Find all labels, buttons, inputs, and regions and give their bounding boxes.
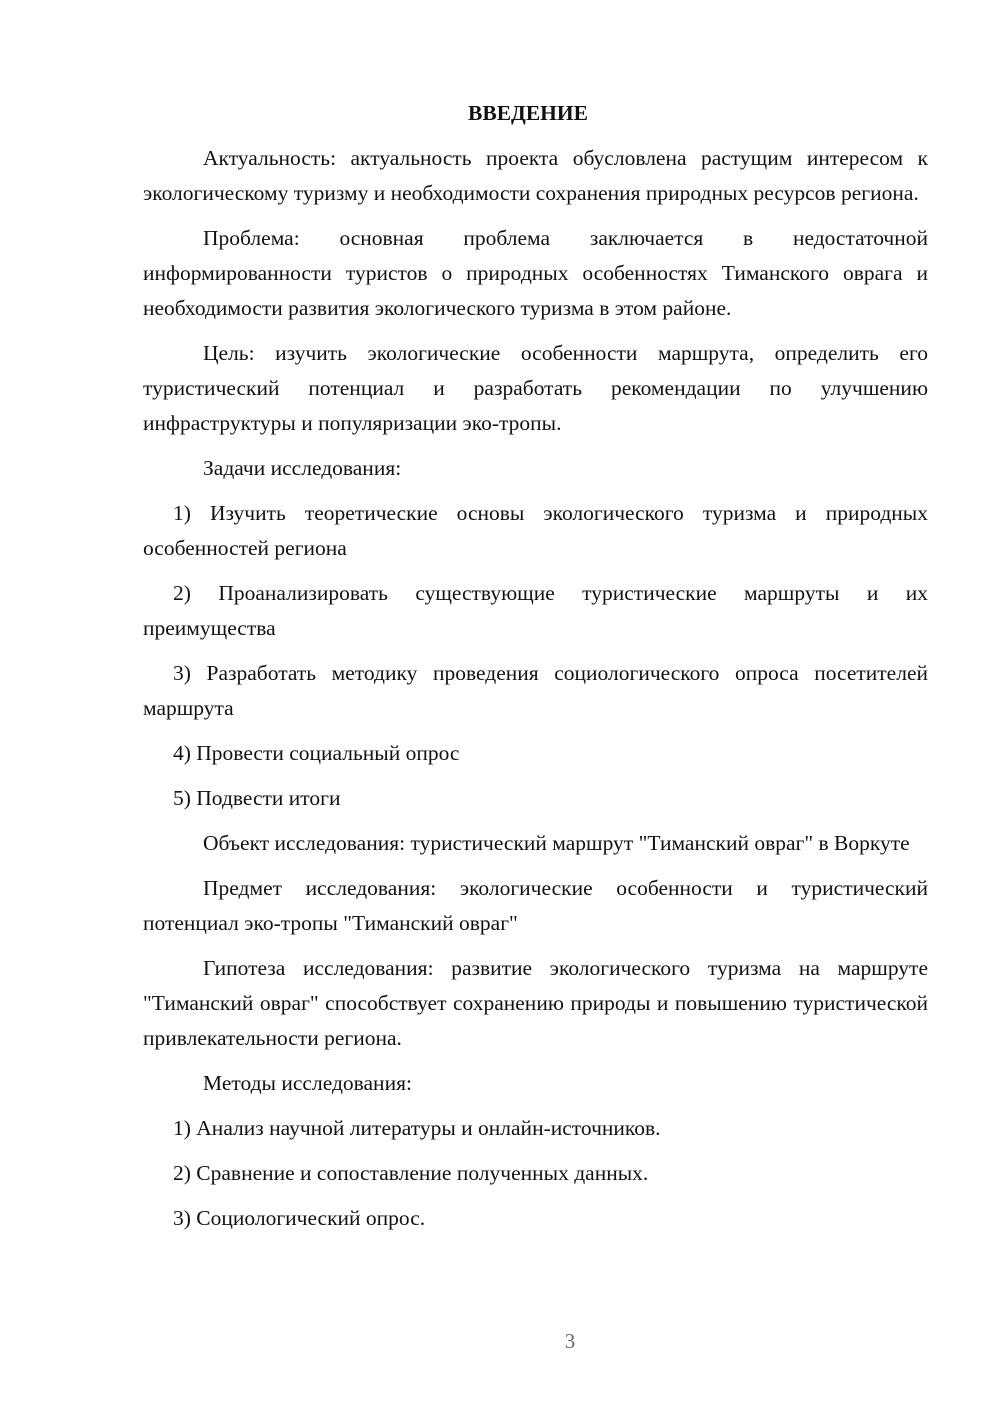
section-title: ВВЕДЕНИЕ <box>468 101 588 125</box>
task-item-1: 1) Изучить теоретические основы экологического туризма и природных особенностей региона <box>143 501 928 560</box>
page-number: 3 <box>564 1329 576 1353</box>
method-item-3: 3) Социологический опрос. <box>173 1206 426 1230</box>
goal-paragraph: Цель: изучить экологические особенности маршрута, определить его туристический потенциал и разработать рекомендации по улучшению инфраструктуры и популяризации эко-тропы. <box>143 341 928 435</box>
method-item-1: 1) Анализ научной литературы и онлайн-источников. <box>173 1116 661 1140</box>
methods-heading: Методы исследования: <box>203 1071 412 1095</box>
method-item-2: 2) Сравнение и сопоставление полученных данных. <box>173 1161 649 1185</box>
subject-paragraph: Предмет исследования: экологические особенности и туристический потенциал эко-тропы "Тиманский овраг" <box>143 876 928 935</box>
task-item-5: 5) Подвести итоги <box>173 786 341 810</box>
task-item-2: 2) Проанализировать существующие туристические маршруты и их преимущества <box>143 581 928 640</box>
object-paragraph: Объект исследования: туристический маршрут "Тиманский овраг" в Воркуте <box>203 831 910 855</box>
page-content <box>143 96 928 1246</box>
hypothesis-paragraph: Гипотеза исследования: развитие экологического туризма на маршруте "Тиманский овраг" способствует сохранению природы и повышению туристической привлекательности региона. <box>143 956 928 1050</box>
problem-paragraph: Проблема: основная проблема заключается в недостаточной информированности туристов о природных особенностях Тиманского оврага и необходимости развития экологического туризма в этом районе. <box>143 226 928 320</box>
task-item-4: 4) Провести социальный опрос <box>173 741 460 765</box>
relevance-paragraph: Актуальность: актуальность проекта обусловлена растущим интересом к экологическому туризму и необходимости сохранения природных ресурсов региона. <box>143 146 928 205</box>
task-item-3: 3) Разработать методику проведения социологического опроса посетителей маршрута <box>143 661 928 720</box>
tasks-heading: Задачи исследования: <box>203 456 402 480</box>
